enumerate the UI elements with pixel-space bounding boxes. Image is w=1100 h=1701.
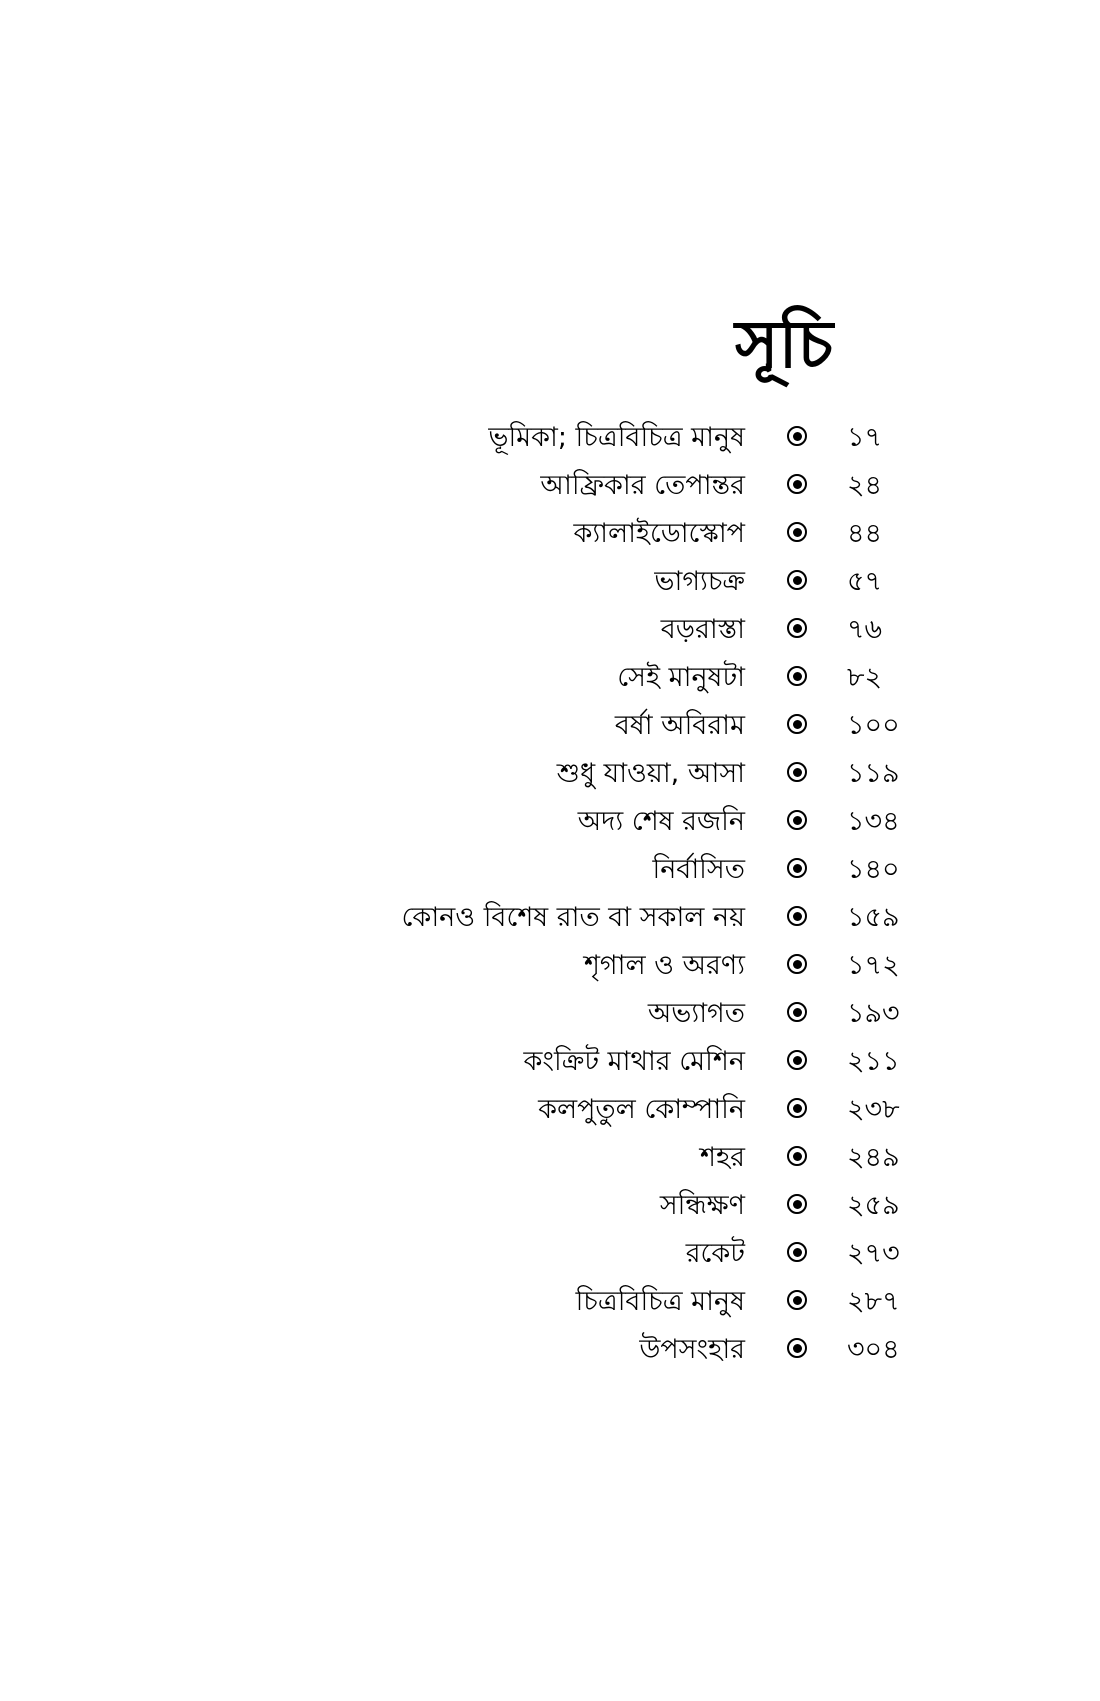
toc-entry-title: রকেট: [685, 1238, 745, 1269]
toc-entry: [0, 1138, 1100, 1178]
circled-dot-icon: [787, 1194, 807, 1214]
toc-entry: [0, 898, 1100, 938]
circled-dot-icon: [787, 474, 807, 494]
circled-dot-icon: [787, 426, 807, 446]
toc-entry: [0, 754, 1100, 794]
toc-entry-title: কোনও বিশেষ রাত বা সকাল নয়: [401, 902, 745, 933]
circled-dot-icon: [787, 1290, 807, 1310]
circled-dot-icon: [787, 858, 807, 878]
toc-entry-page: ১৭: [847, 422, 883, 453]
toc-entry-page: ৭৬: [847, 614, 883, 645]
circled-dot-icon: [787, 1050, 807, 1070]
toc-entry: [0, 994, 1100, 1034]
toc-entry-title: ভূমিকা; চিত্রবিচিত্র মানুষ: [488, 422, 745, 453]
circled-dot-icon: [787, 1002, 807, 1022]
toc-entry-page: ১৫৯: [847, 902, 900, 933]
toc-entry-page: ৩০৪: [847, 1334, 900, 1365]
toc-entry-page: ১০০: [847, 710, 900, 741]
circled-dot-icon: [787, 906, 807, 926]
toc-entry-title: আফ্রিকার তেপান্তর: [540, 470, 745, 501]
toc-entry: [0, 706, 1100, 746]
toc-entry-page: ৪৪: [847, 518, 883, 549]
toc-entry: [0, 466, 1100, 506]
toc-entry-title: বর্ষা অবিরাম: [614, 710, 745, 741]
toc-entry-title: সেই মানুষটা: [617, 662, 745, 693]
toc-entry-title: শহর: [699, 1142, 745, 1173]
toc-entry: [0, 946, 1100, 986]
toc-entry-page: ২৪: [847, 470, 883, 501]
toc-entry-title: কলপুতুল কোম্পানি: [538, 1094, 745, 1125]
toc-entry: [0, 1330, 1100, 1370]
circled-dot-icon: [787, 570, 807, 590]
toc-entry-title: কংক্রিট মাথার মেশিন: [523, 1046, 745, 1077]
circled-dot-icon: [787, 1338, 807, 1358]
toc-entry: [0, 1042, 1100, 1082]
toc-entry: [0, 802, 1100, 842]
toc-entry-page: ১৪০: [847, 854, 900, 885]
toc-entry-page: ২৩৮: [847, 1094, 900, 1125]
toc-entry-page: ২১১: [847, 1046, 900, 1077]
toc-entry: [0, 1186, 1100, 1226]
toc-entry-page: ৫৭: [847, 566, 883, 597]
toc-entry: [0, 562, 1100, 602]
toc-entry-title: সন্ধিক্ষণ: [659, 1190, 745, 1221]
toc-entry-page: ১৭২: [847, 950, 900, 981]
toc-entry: [0, 610, 1100, 650]
circled-dot-icon: [787, 618, 807, 638]
toc-entry-page: ১৩৪: [847, 806, 900, 837]
toc-entry-page: ২৪৯: [847, 1142, 900, 1173]
toc-entry-title: নির্বাসিত: [652, 854, 745, 885]
toc-entry-page: ২৭৩: [847, 1238, 900, 1269]
toc-entry-title: শৃগাল ও অরণ্য: [583, 950, 745, 981]
circled-dot-icon: [787, 1146, 807, 1166]
toc-entry: [0, 1282, 1100, 1322]
toc-entry-page: ২৮৭: [847, 1286, 900, 1317]
toc-entry: [0, 514, 1100, 554]
circled-dot-icon: [787, 1098, 807, 1118]
circled-dot-icon: [787, 810, 807, 830]
toc-entry-title: ক্যালাইডোস্কোপ: [573, 518, 745, 549]
toc-entry: [0, 1234, 1100, 1274]
circled-dot-icon: [787, 762, 807, 782]
toc-entry-title: শুধু যাওয়া, আসা: [556, 758, 745, 789]
circled-dot-icon: [787, 954, 807, 974]
toc-entry-title: ভাগ্যচক্র: [654, 566, 745, 597]
toc-entry-title: বড়রাস্তা: [660, 614, 745, 645]
toc-entry-page: ৮২: [847, 662, 883, 693]
page-title: সূচি: [735, 306, 834, 383]
toc-entry: [0, 1090, 1100, 1130]
circled-dot-icon: [787, 714, 807, 734]
circled-dot-icon: [787, 522, 807, 542]
toc-entry-page: ২৫৯: [847, 1190, 900, 1221]
circled-dot-icon: [787, 666, 807, 686]
toc-entry: [0, 418, 1100, 458]
circled-dot-icon: [787, 1242, 807, 1262]
toc-entry: [0, 850, 1100, 890]
toc-entry-page: ১১৯: [847, 758, 900, 789]
toc-entry-page: ১৯৩: [847, 998, 900, 1029]
toc-entry-title: চিত্রবিচিত্র মানুষ: [575, 1286, 745, 1317]
toc-entry: [0, 658, 1100, 698]
toc-entry-title: অদ্য শেষ রজনি: [577, 806, 745, 837]
toc-entry-title: অভ্যাগত: [647, 998, 745, 1029]
toc-entry-title: উপসংহার: [639, 1334, 745, 1365]
